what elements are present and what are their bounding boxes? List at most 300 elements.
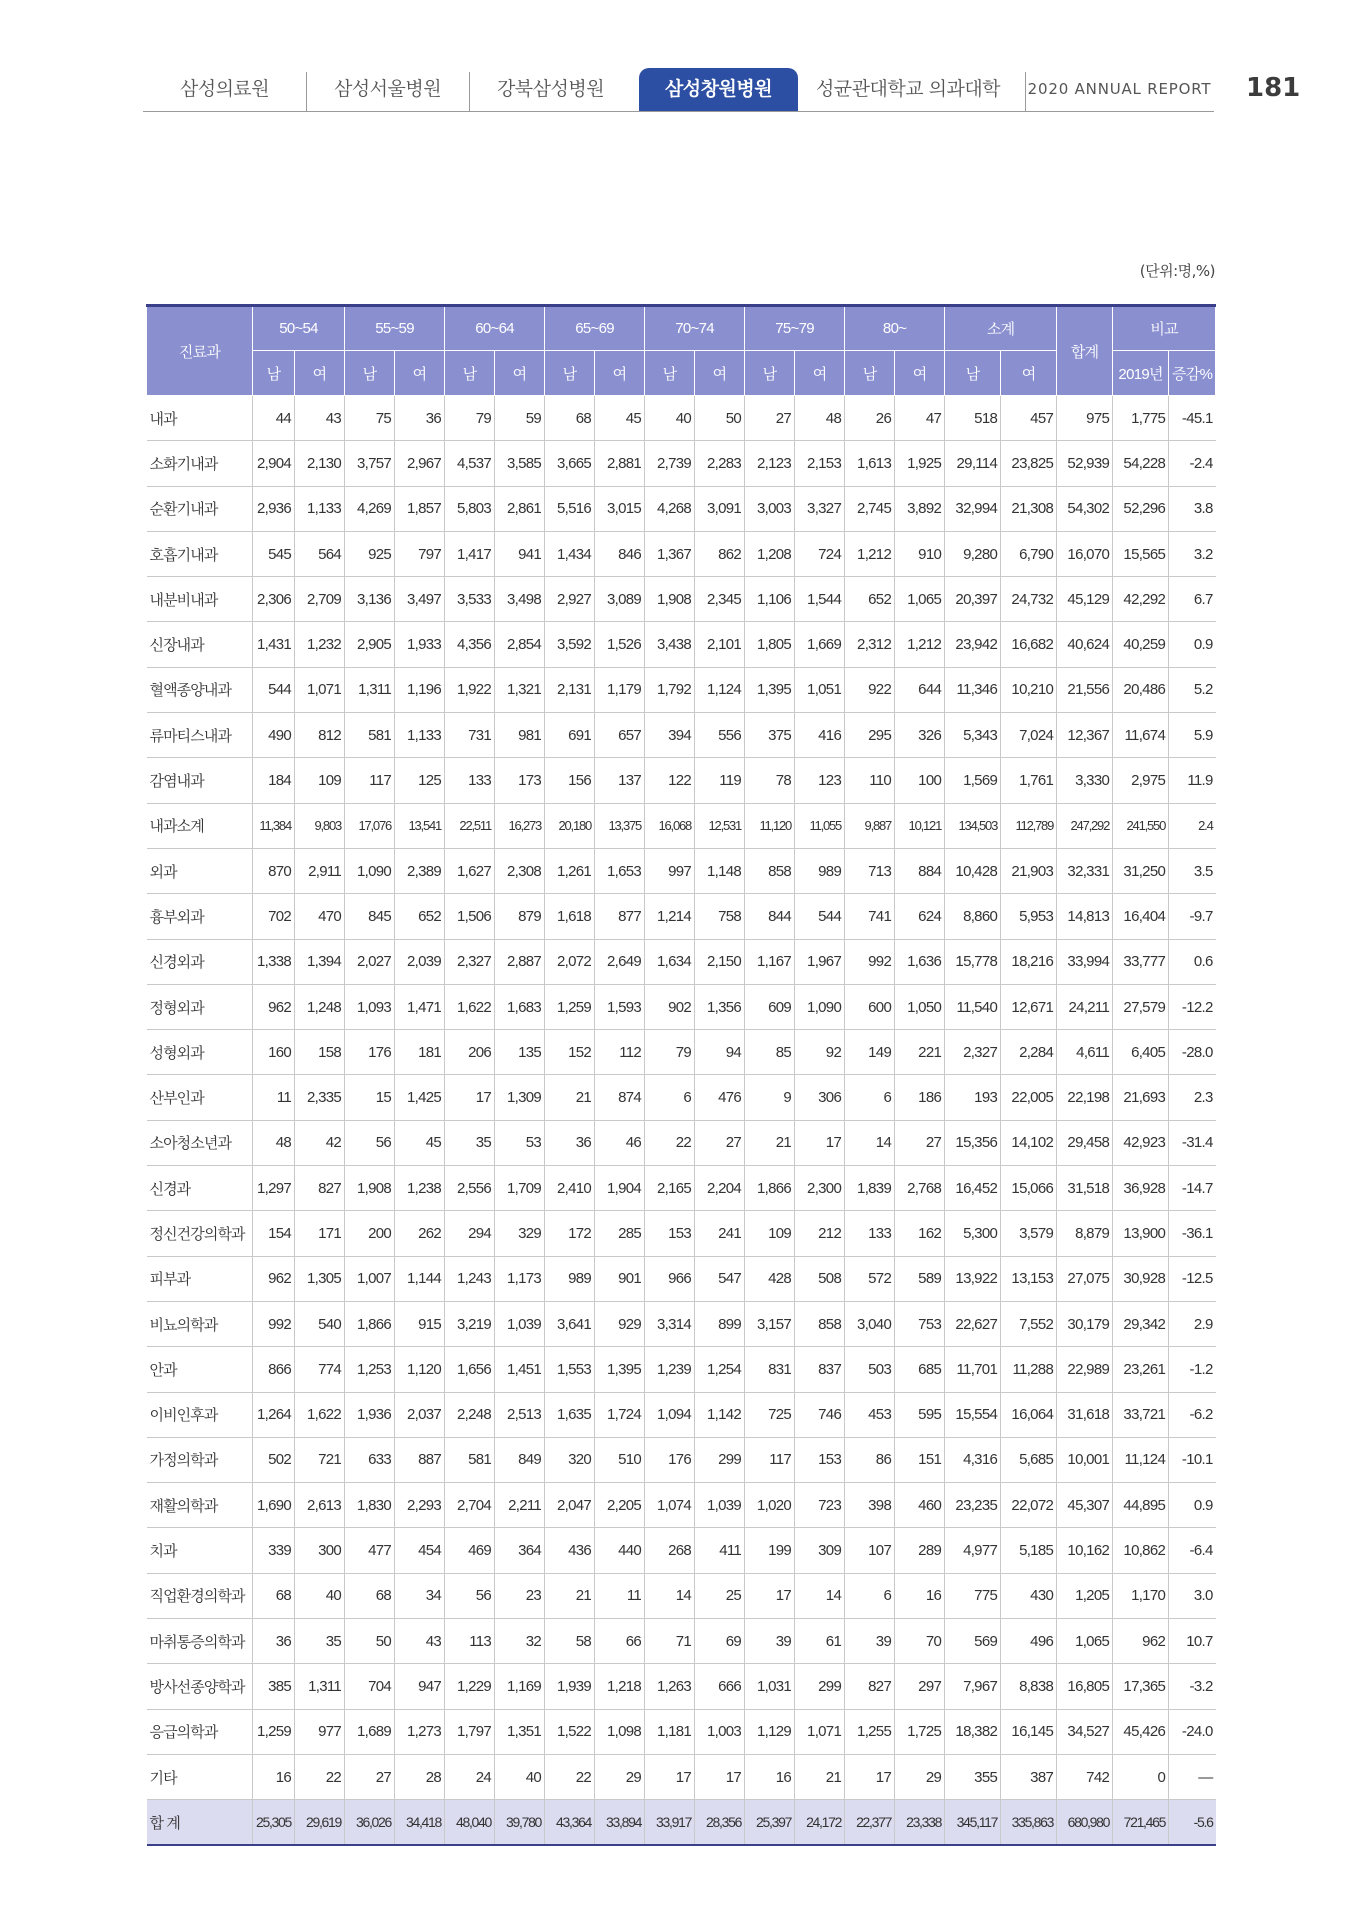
dept-name-cell: 산부인과 (147, 1075, 253, 1120)
value-cell: -1.2 (1169, 1347, 1216, 1392)
value-cell: 29 (895, 1754, 945, 1799)
value-cell: 5,953 (1001, 894, 1057, 939)
value-cell: 92 (795, 1030, 845, 1075)
table-row (147, 984, 1216, 1029)
table-row (147, 1664, 1216, 1709)
value-cell: 2,300 (795, 1166, 845, 1211)
value-cell: 947 (395, 1664, 445, 1709)
value-cell: 2,204 (695, 1166, 745, 1211)
table-row (147, 622, 1216, 667)
value-cell: 858 (745, 848, 795, 893)
value-cell: 398 (845, 1483, 895, 1528)
value-cell: 975 (1057, 396, 1113, 441)
value-cell: 502 (253, 1437, 295, 1482)
tab-samsung-medical-center[interactable]: 삼성의료원 (179, 78, 270, 100)
value-cell: 200 (345, 1211, 395, 1256)
value-cell: 581 (445, 1437, 495, 1482)
value-cell: 151 (895, 1437, 945, 1482)
value-cell: 36,026 (345, 1800, 395, 1845)
tab-skku-medicine[interactable]: 성균관대학교 의과대학 (815, 78, 1001, 100)
value-cell: 45,426 (1113, 1709, 1169, 1754)
dept-name-cell: 피부과 (147, 1256, 253, 1301)
value-cell: 13,375 (595, 803, 645, 848)
value-cell: 1,656 (445, 1347, 495, 1392)
value-cell: 827 (845, 1664, 895, 1709)
table-row (147, 1437, 1216, 1482)
value-cell: 9,803 (295, 803, 345, 848)
value-cell: 68 (545, 396, 595, 441)
value-cell: 153 (645, 1211, 695, 1256)
value-cell: -2.4 (1169, 441, 1216, 486)
value-cell: 262 (395, 1211, 445, 1256)
header-female: 여 (1001, 351, 1057, 396)
value-cell: 16 (253, 1754, 295, 1799)
value-cell: 858 (795, 1301, 845, 1346)
value-cell: 1,261 (545, 848, 595, 893)
value-cell: 15,356 (945, 1120, 1001, 1165)
value-cell: 595 (895, 1392, 945, 1437)
value-cell: 16 (745, 1754, 795, 1799)
value-cell: 294 (445, 1211, 495, 1256)
value-cell: 3,089 (595, 577, 645, 622)
value-cell: 17 (645, 1754, 695, 1799)
value-cell: 36 (545, 1120, 595, 1165)
table-row (147, 486, 1216, 531)
value-cell: 54,302 (1057, 486, 1113, 531)
value-cell: 122 (645, 758, 695, 803)
value-cell: 40 (645, 396, 695, 441)
value-cell: 33,917 (645, 1800, 695, 1845)
value-cell: 989 (795, 848, 845, 893)
value-cell: 14 (845, 1120, 895, 1165)
header-row-ages (147, 306, 1216, 351)
value-cell: 2,072 (545, 939, 595, 984)
value-cell: 469 (445, 1528, 495, 1573)
value-cell: 22,198 (1057, 1075, 1113, 1120)
value-cell: 460 (895, 1483, 945, 1528)
value-cell: 8,879 (1057, 1211, 1113, 1256)
value-cell: 25 (695, 1573, 745, 1618)
value-cell: 2,936 (253, 486, 295, 531)
value-cell: 133 (845, 1211, 895, 1256)
value-cell: 5.2 (1169, 667, 1216, 712)
header-female: 여 (395, 351, 445, 396)
value-cell: 2,248 (445, 1392, 495, 1437)
value-cell: 544 (795, 894, 845, 939)
value-cell: 731 (445, 713, 495, 758)
value-cell: 3,091 (695, 486, 745, 531)
value-cell: 16,145 (1001, 1709, 1057, 1754)
value-cell: 1,142 (695, 1392, 745, 1437)
value-cell: 268 (645, 1528, 695, 1573)
value-cell: 12,531 (695, 803, 745, 848)
header-change-pct: 증감% (1169, 351, 1216, 396)
value-cell: 3,892 (895, 486, 945, 531)
value-cell: 713 (845, 848, 895, 893)
tab-kangbuk-samsung-hospital[interactable]: 강북삼성병원 (469, 68, 632, 112)
header-age-group: 70~74 (645, 306, 745, 351)
value-cell: 23 (495, 1573, 545, 1618)
value-cell: 1,074 (645, 1483, 695, 1528)
value-cell: 71 (645, 1619, 695, 1664)
value-cell: 39 (845, 1619, 895, 1664)
value-cell: 27 (895, 1120, 945, 1165)
value-cell: 18,382 (945, 1709, 1001, 1754)
value-cell: 4,268 (645, 486, 695, 531)
value-cell: 1,351 (495, 1709, 545, 1754)
value-cell: 17 (695, 1754, 745, 1799)
value-cell: 10,428 (945, 848, 1001, 893)
value-cell: 56 (445, 1573, 495, 1618)
value-cell: 1,305 (295, 1256, 345, 1301)
value-cell: 997 (645, 848, 695, 893)
value-cell: 206 (445, 1030, 495, 1075)
value-cell: 1,196 (395, 667, 445, 712)
value-cell: 36,928 (1113, 1166, 1169, 1211)
value-cell: 45,129 (1057, 577, 1113, 622)
value-cell: 48 (253, 1120, 295, 1165)
dept-name-cell: 재활의학과 (147, 1483, 253, 1528)
table-row (147, 1347, 1216, 1392)
value-cell: 1,248 (295, 984, 345, 1029)
value-cell: 1,179 (595, 667, 645, 712)
value-cell: 518 (945, 396, 1001, 441)
value-cell: 6,790 (1001, 531, 1057, 576)
value-cell: 23,235 (945, 1483, 1001, 1528)
value-cell: 50 (695, 396, 745, 441)
value-cell: 1,259 (545, 984, 595, 1029)
dept-name-cell: 마취통증의학과 (147, 1619, 253, 1664)
value-cell: 1,669 (795, 622, 845, 667)
value-cell: 43 (295, 396, 345, 441)
value-cell: 721,465 (1113, 1800, 1169, 1845)
value-cell: 3,641 (545, 1301, 595, 1346)
header-female: 여 (695, 351, 745, 396)
value-cell: 10,121 (895, 803, 945, 848)
value-cell: 13,900 (1113, 1211, 1169, 1256)
value-cell: 758 (695, 894, 745, 939)
value-cell: 775 (945, 1573, 1001, 1618)
value-cell: 1,238 (395, 1166, 445, 1211)
value-cell: 34 (395, 1573, 445, 1618)
value-cell: 1,169 (495, 1664, 545, 1709)
value-cell: 2,854 (495, 622, 545, 667)
value-cell: 1,805 (745, 622, 795, 667)
value-cell: 3,757 (345, 441, 395, 486)
dept-name-cell: 혈액종양내과 (147, 667, 253, 712)
value-cell: 54,228 (1113, 441, 1169, 486)
value-cell: 887 (395, 1437, 445, 1482)
header-total: 합계 (1057, 306, 1113, 396)
value-cell: 32,994 (945, 486, 1001, 531)
table-row (147, 396, 1216, 441)
value-cell: 725 (745, 1392, 795, 1437)
value-cell: 10,862 (1113, 1528, 1169, 1573)
value-cell: 411 (695, 1528, 745, 1573)
value-cell: 1,051 (795, 667, 845, 712)
value-cell: 22 (295, 1754, 345, 1799)
value-cell: 23,942 (945, 622, 1001, 667)
value-cell: 22 (645, 1120, 695, 1165)
tab-samsung-changwon-hospital[interactable]: 삼성창원병원 (639, 68, 798, 112)
header-male: 남 (845, 351, 895, 396)
value-cell: 1,792 (645, 667, 695, 712)
value-cell: 40,624 (1057, 622, 1113, 667)
value-cell: 2,308 (495, 848, 545, 893)
value-cell: 1,133 (395, 713, 445, 758)
value-cell: 1,431 (253, 622, 295, 667)
value-cell: 309 (795, 1528, 845, 1573)
value-cell: 69 (695, 1619, 745, 1664)
table-row (147, 758, 1216, 803)
value-cell: 2,768 (895, 1166, 945, 1211)
value-cell: 5,343 (945, 713, 1001, 758)
value-cell: 1,214 (645, 894, 695, 939)
value-cell: 2,327 (945, 1030, 1001, 1075)
value-cell: 1,232 (295, 622, 345, 667)
value-cell: 16,068 (645, 803, 695, 848)
value-cell: 27,579 (1113, 984, 1169, 1029)
value-cell: 644 (895, 667, 945, 712)
value-cell: 1,020 (745, 1483, 795, 1528)
value-cell: 510 (595, 1437, 645, 1482)
value-cell: 1,309 (495, 1075, 545, 1120)
value-cell: 24,211 (1057, 984, 1113, 1029)
value-cell: 901 (595, 1256, 645, 1301)
value-cell: 50 (345, 1619, 395, 1664)
value-cell: 1,471 (395, 984, 445, 1029)
dept-name-cell: 정형외과 (147, 984, 253, 1029)
table-row (147, 803, 1216, 848)
value-cell: 15 (345, 1075, 395, 1120)
value-cell: 899 (695, 1301, 745, 1346)
value-cell: 1,451 (495, 1347, 545, 1392)
table-row (147, 1075, 1216, 1120)
value-cell: 1,544 (795, 577, 845, 622)
header-year-2019: 2019년 (1113, 351, 1169, 396)
value-cell: 1,071 (295, 667, 345, 712)
value-cell: 457 (1001, 396, 1057, 441)
value-cell: -6.2 (1169, 1392, 1216, 1437)
value-cell: 172 (545, 1211, 595, 1256)
value-cell: 1,321 (495, 667, 545, 712)
value-cell: 21 (545, 1573, 595, 1618)
value-cell: 1,936 (345, 1392, 395, 1437)
dept-name-cell: 신경과 (147, 1166, 253, 1211)
value-cell: 29 (595, 1754, 645, 1799)
value-cell: 1,093 (345, 984, 395, 1029)
value-cell: 1,434 (545, 531, 595, 576)
value-cell: 20,397 (945, 577, 1001, 622)
value-cell: 289 (895, 1528, 945, 1573)
value-cell: 15,554 (945, 1392, 1001, 1437)
value-cell: 992 (845, 939, 895, 984)
patients-by-age-table (146, 304, 1216, 1846)
value-cell: 600 (845, 984, 895, 1029)
value-cell: 12,367 (1057, 713, 1113, 758)
value-cell: 3,219 (445, 1301, 495, 1346)
value-cell: 884 (895, 848, 945, 893)
table-row (147, 1301, 1216, 1346)
value-cell: 879 (495, 894, 545, 939)
value-cell: 181 (395, 1030, 445, 1075)
value-cell: 2,284 (1001, 1030, 1057, 1075)
value-cell: 14 (645, 1573, 695, 1618)
value-cell: 1,094 (645, 1392, 695, 1437)
value-cell: 2,345 (695, 577, 745, 622)
dept-name-cell: 내과 (147, 396, 253, 441)
value-cell: 123 (795, 758, 845, 803)
value-cell: — (1169, 1754, 1216, 1799)
value-cell: 1,129 (745, 1709, 795, 1754)
value-cell: 569 (945, 1619, 1001, 1664)
value-cell: 186 (895, 1075, 945, 1120)
value-cell: 329 (495, 1211, 545, 1256)
value-cell: 2,335 (295, 1075, 345, 1120)
dept-name-cell: 소화기내과 (147, 441, 253, 486)
value-cell: 6 (645, 1075, 695, 1120)
value-cell: 1,761 (1001, 758, 1057, 803)
value-cell: 25,397 (745, 1800, 795, 1845)
value-cell: 2,150 (695, 939, 745, 984)
value-cell: 1,724 (595, 1392, 645, 1437)
value-cell: 61 (795, 1619, 845, 1664)
dept-name-cell: 외과 (147, 848, 253, 893)
value-cell: 29,619 (295, 1800, 345, 1845)
value-cell: 66 (595, 1619, 645, 1664)
value-cell: 112 (595, 1030, 645, 1075)
dept-name-cell: 호흡기내과 (147, 531, 253, 576)
value-cell: 2,739 (645, 441, 695, 486)
value-cell: 874 (595, 1075, 645, 1120)
dept-name-cell: 응급의학과 (147, 1709, 253, 1754)
value-cell: 1,263 (645, 1664, 695, 1709)
header-male: 남 (445, 351, 495, 396)
value-cell: 540 (295, 1301, 345, 1346)
value-cell: 21,308 (1001, 486, 1057, 531)
value-cell: 14,813 (1057, 894, 1113, 939)
table-row (147, 848, 1216, 893)
value-cell: 10,210 (1001, 667, 1057, 712)
header-female: 여 (595, 351, 645, 396)
value-cell: 43,364 (545, 1800, 595, 1845)
value-cell: 56 (345, 1120, 395, 1165)
value-cell: 184 (253, 758, 295, 803)
value-cell: 1,173 (495, 1256, 545, 1301)
value-cell: 1,425 (395, 1075, 445, 1120)
value-cell: 176 (345, 1030, 395, 1075)
dept-name-cell: 신경외과 (147, 939, 253, 984)
table-row (147, 1528, 1216, 1573)
value-cell: 3,157 (745, 1301, 795, 1346)
value-cell: 453 (845, 1392, 895, 1437)
value-cell: 1,553 (545, 1347, 595, 1392)
value-cell: -36.1 (1169, 1211, 1216, 1256)
value-cell: 29,342 (1113, 1301, 1169, 1346)
value-cell: 339 (253, 1528, 295, 1573)
value-cell: 109 (295, 758, 345, 803)
value-cell: 221 (895, 1030, 945, 1075)
value-cell: 3,136 (345, 577, 395, 622)
value-cell: 3.5 (1169, 848, 1216, 893)
dept-name-cell: 류마티스내과 (147, 713, 253, 758)
value-cell: 134,503 (945, 803, 1001, 848)
value-cell: 1,167 (745, 939, 795, 984)
value-cell: 1,255 (845, 1709, 895, 1754)
value-cell: 48 (795, 396, 845, 441)
value-cell: 8,838 (1001, 1664, 1057, 1709)
value-cell: 39 (745, 1619, 795, 1664)
value-cell: 572 (845, 1256, 895, 1301)
value-cell: 3,579 (1001, 1211, 1057, 1256)
header-male: 남 (545, 351, 595, 396)
table-row (147, 1256, 1216, 1301)
value-cell: 42,923 (1113, 1120, 1169, 1165)
value-cell: 691 (545, 713, 595, 758)
value-cell: 1,709 (495, 1166, 545, 1211)
value-cell: 2.9 (1169, 1301, 1216, 1346)
value-cell: 13,153 (1001, 1256, 1057, 1301)
value-cell: 22,377 (845, 1800, 895, 1845)
value-cell: 85 (745, 1030, 795, 1075)
value-cell: 33,721 (1113, 1392, 1169, 1437)
value-cell: 2,967 (395, 441, 445, 486)
value-cell: 564 (295, 531, 345, 576)
table-row (147, 1211, 1216, 1256)
table-row (147, 1709, 1216, 1754)
value-cell: 112,789 (1001, 803, 1057, 848)
value-cell: 299 (795, 1664, 845, 1709)
value-cell: 22,072 (1001, 1483, 1057, 1528)
value-cell: 1,622 (295, 1392, 345, 1437)
value-cell: -3.2 (1169, 1664, 1216, 1709)
value-cell: 1,218 (595, 1664, 645, 1709)
value-cell: -12.2 (1169, 984, 1216, 1029)
value-cell: 1,273 (395, 1709, 445, 1754)
value-cell: 9,887 (845, 803, 895, 848)
value-cell: 3.8 (1169, 486, 1216, 531)
value-cell: 79 (645, 1030, 695, 1075)
value-cell: 20,486 (1113, 667, 1169, 712)
value-cell: 1,683 (495, 984, 545, 1029)
value-cell: 21,693 (1113, 1075, 1169, 1120)
value-cell: 2,905 (345, 622, 395, 667)
value-cell: 153 (795, 1437, 845, 1482)
value-cell: 2,556 (445, 1166, 495, 1211)
value-cell: 17,076 (345, 803, 395, 848)
value-cell: 685 (895, 1347, 945, 1392)
value-cell: 40 (295, 1573, 345, 1618)
value-cell: 4,977 (945, 1528, 1001, 1573)
value-cell: 2,047 (545, 1483, 595, 1528)
value-cell: 416 (795, 713, 845, 758)
value-cell: 844 (745, 894, 795, 939)
dept-name-cell: 직업환경의학과 (147, 1573, 253, 1618)
value-cell: 1,356 (695, 984, 745, 1029)
tab-samsung-seoul-hospital[interactable]: 삼성서울병원 (306, 68, 469, 112)
header-male: 남 (253, 351, 295, 396)
dept-name-cell: 성형외과 (147, 1030, 253, 1075)
value-cell: 78 (745, 758, 795, 803)
value-cell: 741 (845, 894, 895, 939)
value-cell: 1,857 (395, 486, 445, 531)
value-cell: 1,144 (395, 1256, 445, 1301)
value-cell: 5,803 (445, 486, 495, 531)
value-cell: 5,300 (945, 1211, 1001, 1256)
value-cell: 1,613 (845, 441, 895, 486)
value-cell: 2,704 (445, 1483, 495, 1528)
value-cell: 11,701 (945, 1347, 1001, 1392)
